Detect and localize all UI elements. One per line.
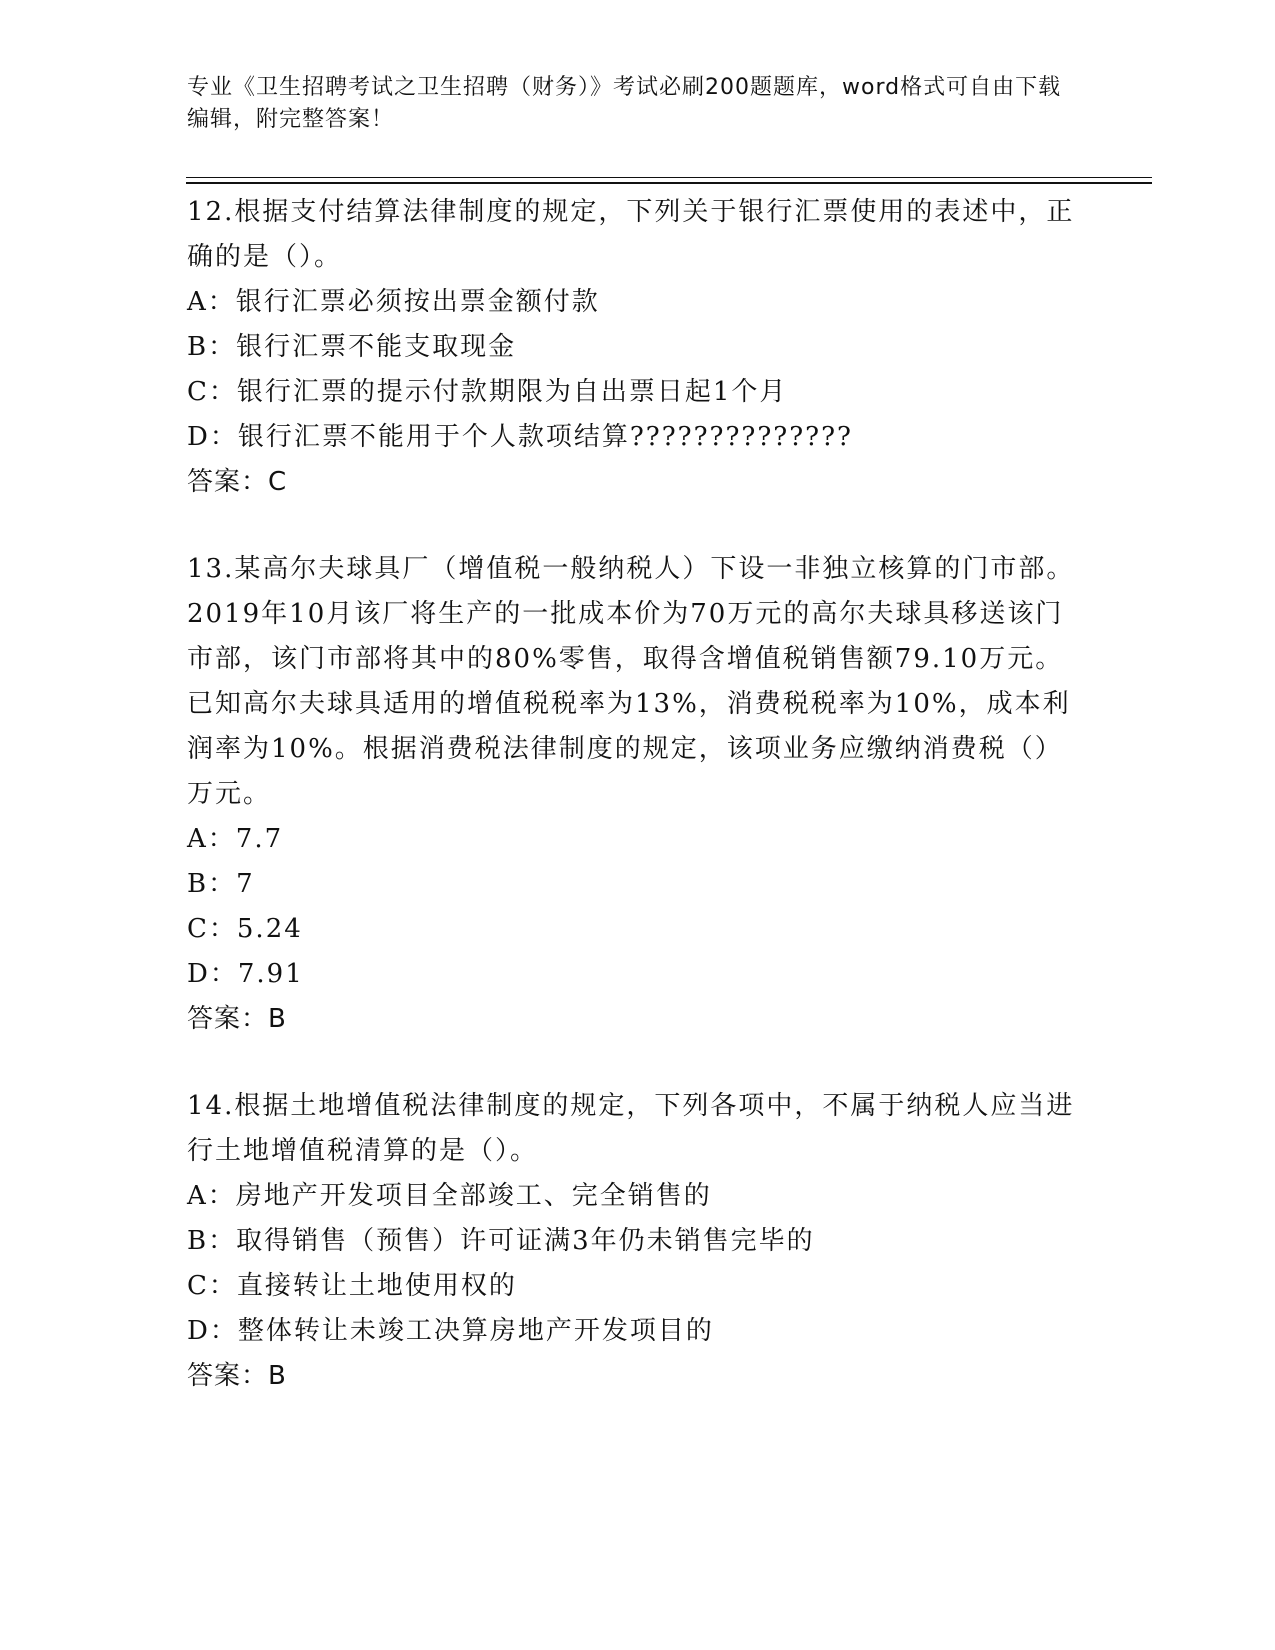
question-12 [187, 190, 1087, 504]
question-stem: 14.根据土地增值税法律制度的规定，下列各项中，不属于纳税人应当进行土地增值税清算的是（）。 [187, 1091, 1075, 1166]
option-c: C：银行汇票的提示付款期限为自出票日起1个月 [187, 377, 788, 407]
question-spacer [187, 504, 1087, 547]
answer-line: 答案：B [187, 1004, 287, 1034]
option-d: D：整体转让未竣工决算房地产开发项目的 [187, 1316, 714, 1346]
option-b: B：银行汇票不能支取现金 [187, 332, 517, 362]
option-c: C：5.24 [187, 914, 303, 944]
option-c: C：直接转让土地使用权的 [187, 1271, 517, 1301]
question-13 [187, 547, 1087, 1041]
question-list [187, 190, 1087, 1398]
option-d: D：7.91 [187, 959, 304, 989]
option-d: D：银行汇票不能用于个人款项结算?????????????? [187, 422, 853, 452]
document-header: 专业《卫生招聘考试之卫生招聘（财务）》考试必刷200题题库，word格式可自由下载编辑，附完整答案！ [187, 75, 1062, 132]
question-14 [187, 1084, 1087, 1398]
question-stem: 13.某高尔夫球具厂（增值税一般纳税人）下设一非独立核算的门市部。2019年10月该厂将生产的一批成本价为70万元的高尔夫球具移送该门市部，该门市部将其中的80%零售，取得含增值税销售额79.10万元。已知高尔夫球具适用的增值税税率为13%，消费税税率为10%，成本利润率为10%。根据消费税法律制度的规定，该项业务应缴纳消费税（）万元。 [187, 554, 1075, 809]
option-b: B：7 [187, 869, 255, 899]
question-spacer [187, 1041, 1087, 1084]
option-a: A：房地产开发项目全部竣工、完全销售的 [187, 1181, 712, 1211]
option-b: B：取得销售（预售）许可证满3年仍未销售完毕的 [187, 1226, 815, 1256]
header-divider-thin [186, 177, 1152, 178]
answer-line: 答案：B [187, 1361, 287, 1391]
option-a: A：7.7 [187, 824, 284, 854]
option-a: A：银行汇票必须按出票金额付款 [187, 287, 600, 317]
header-divider-thick [186, 182, 1152, 184]
question-stem: 12.根据支付结算法律制度的规定，下列关于银行汇票使用的表述中，正确的是（）。 [187, 197, 1075, 272]
answer-line: 答案：C [187, 467, 288, 497]
